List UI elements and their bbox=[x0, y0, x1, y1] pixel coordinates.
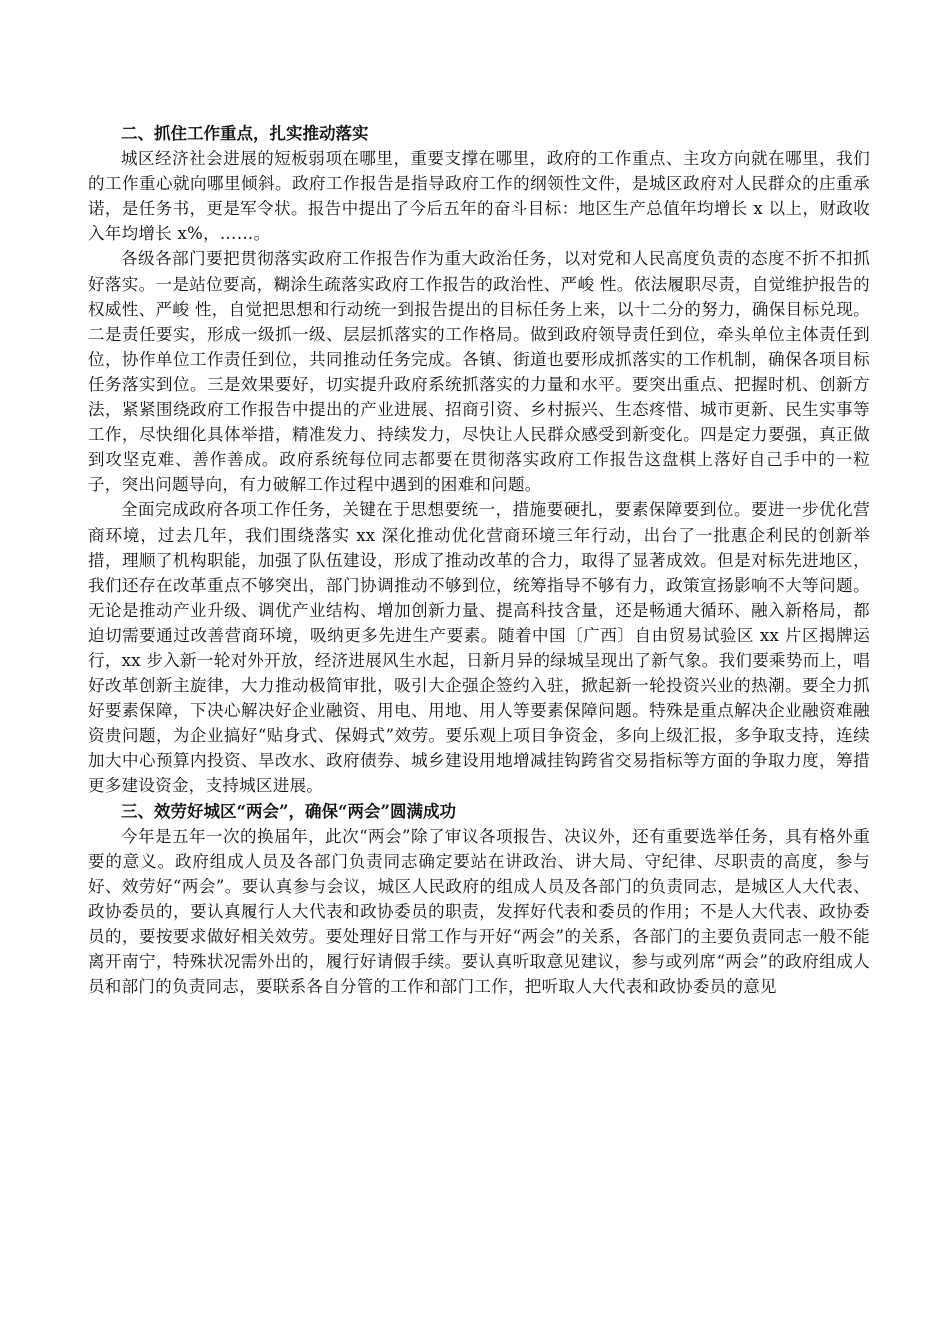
paragraph-4: 今年是五年一次的换届年，此次“两会”除了审议各项报告、决议外，还有重要选举任务，具有格外重要的意义。政府组成人员及各部门负责同志确定要站在讲政治、讲大局、守纪律、尽职责的高度，参与好、效劳好“两会”。要认真参与会议，城区人民政府的组成人员及各部门的负责同志，是城区人大代表、政协委员的，要认真履行人大代表和政协委员的职责，发挥好代表和委员的作用；不是人大代表、政协委员的，要按要求做好相关效劳。要处理好日常工作与开好“两会”的关系，各部门的主要负责同志一般不能离开南宁，特殊状况需外出的，履行好请假手续。要认真听取意见建议，参与或列席“两会”的政府组成人员和部门的负责同志，要联系各自分管的工作和部门工作，把听取人大代表和政协委员的意见 bbox=[88, 826, 870, 997]
paragraph-1: 城区经济社会进展的短板弱项在哪里，重要支撑在哪里，政府的工作重点、主攻方向就在哪里，我们的工作重心就向哪里倾斜。政府工作报告是指导政府工作的纲领性文件，是城区政府对人民群众的庄重承诺，是任务书，更是军令状。报告中提出了今后五年的奋斗目标：地区生产总值年均增长 x 以上，财政收入年均增长 x%，……。 bbox=[88, 149, 870, 244]
section-heading-3: 三、效劳好城区“两会”，确保“两会”圆满成功 bbox=[121, 801, 456, 821]
paragraph-3: 全面完成政府各项工作任务，关键在于思想要统一，措施要硬扎，要素保障要到位。要进一步优化营商环境，过去几年，我们围绕落实 xx 深化推动优化营商环境三年行动，出台了一批惠企利民的创新举措，理顺了机构职能，加强了队伍建设，形成了推动改革的合力，取得了显著成效。但是对标先进地区，我们还存在改革重点不够突出，部门协调推动不够到位，统筹指导不够有力，政策宣扬影响不大等问题。无论是推动产业升级、调优产业结构、增加创新力量、提高科技含量，还是畅通大循环、融入新格局，都迫切需要通过改善营商环境，吸纳更多先进生产要素。随着中国〔广西〕自由贸易试验区 xx 片区揭牌运行，xx 步入新一轮对外开放，经济进展风生水起，日新月异的绿城呈现出了新气象。我们要乘势而上，唱好改革创新主旋律，大力推动极简审批，吸引大企强企签约入驻，掀起新一轮投资兴业的热潮。要全力抓好要素保障，下决心解决好企业融资、用电、用地、用人等要素保障问题。特殊是重点解决企业融资难融资贵问题，为企业搞好“贴身式、保姆式”效劳。要乐观上项目争资金，多向上级汇报，多争取支持，连续加大中心预算内投资、旱改水、政府债券、城乡建设用地增减挂钩跨省交易指标等方面的争取力度，筹措更多建设资金，支持城区进展。 bbox=[88, 500, 870, 796]
document-page bbox=[88, 121, 870, 999]
section-heading-2: 二、抓住工作重点，扎实推动落实 bbox=[121, 124, 369, 143]
paragraph-2: 各级各部门要把贯彻落实政府工作报告作为重大政治任务，以对党和人民高度负责的态度不折不扣抓好落实。一是站位要高，糊涂生疏落实政府工作报告的政治性、严峻 性。依法履职尽责，自觉维护报告的权威性、严峻 性，自觉把思想和行动统一到报告提出的目标任务上来，以十二分的努力，确保目标兑现。二是责任要实，形成一级抓一级、层层抓落实的工作格局。做到政府领导责任到位，牵头单位主体责任到位，协作单位工作责任到位，共同推动任务完成。各镇、街道也要形成抓落实的工作机制，确保各项目标任务落实到位。三是效果要好，切实提升政府系统抓落实的力量和水平。要突出重点、把握时机、创新方法，紧紧围绕政府工作报告中提出的产业进展、招商引资、乡村振兴、生态疼惜、城市更新、民生实事等工作，尽快细化具体举措，精准发力、持续发力，尽快让人民群众感受到新变化。四是定力要强，真正做到攻坚克难、善作善成。政府系统每位同志都要在贯彻落实政府工作报告这盘棋上落好自己手中的一粒子，突出问题导向，有力破解工作过程中遇到的困难和问题。 bbox=[88, 249, 870, 495]
